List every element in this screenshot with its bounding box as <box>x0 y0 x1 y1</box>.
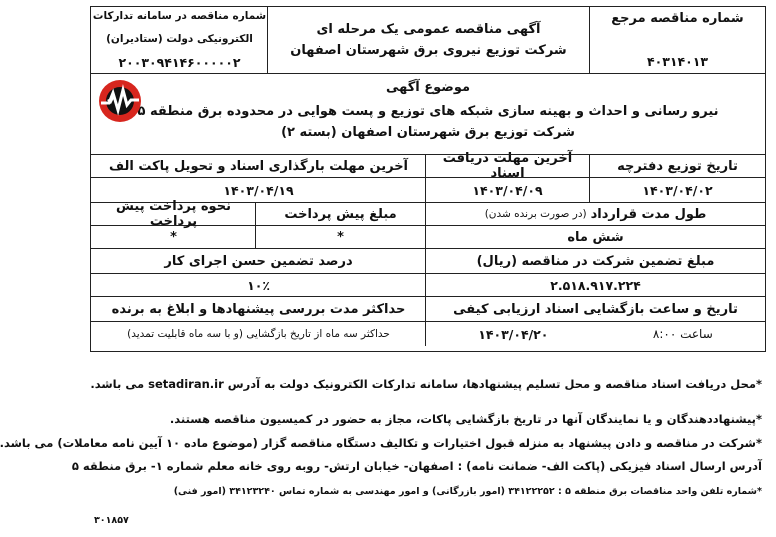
paragraph-physical-address: آدرس ارسال اسناد فیزیکی (پاکت الف- ضمانت نامه) : اصفهان- خیابان ارتش- روبه روی خانه معلم شماره ۱- برق منطقه ۵ <box>71 459 762 473</box>
receive-deadline-value: ۱۴۰۳/۰۴/۰۹ <box>425 178 589 202</box>
paragraph-setad-address: *محل دریافت اسناد مناقصه و محل تسلیم پیشنهادها، سامانه تدارکات الکترونیک دولت به آدرس setadiran.ir می باشد. <box>90 377 762 391</box>
paragraph-acceptance: *شرکت در مناقصه و دادن پیشنهاد به منزله قبول اختیارات و تکالیف دستگاه مناقصه گزار (موضوع ماده ۱۰ آیین نامه معاملات) می باشد. <box>0 436 762 450</box>
tender-notice <box>0 6 766 530</box>
reference-number: ۴۰۳۱۴۰۱۳ <box>646 54 709 69</box>
participation-guarantee-label: مبلغ تضمین شرکت در مناقصه (ریال) <box>425 249 765 273</box>
title-cell <box>267 7 589 73</box>
evaluation-label-row <box>91 297 765 322</box>
subject-line1: نیرو رسانی و احداث و بهینه سازی شبکه های توزیع و پست هوایی در محدوده برق منطقه ۵ <box>137 104 719 119</box>
company-name: شرکت توزیع نیروی برق شهرستان اصفهان <box>290 43 567 58</box>
distribution-date-label: تاریخ توزیع دفترچه <box>589 155 765 177</box>
setad-label-line1: شماره مناقصه در سامانه تدارکات <box>92 10 267 22</box>
prepayment-method-value: * <box>170 229 177 245</box>
evaluation-value-row <box>91 322 765 346</box>
prepayment-amount-label: مبلغ پیش پرداخت <box>255 203 425 225</box>
power-company-logo <box>97 78 143 124</box>
contract-duration-label: طول مدت قرارداد <box>590 206 707 222</box>
subject-label: موضوع آگهی <box>385 80 471 95</box>
contract-value-row <box>91 226 765 249</box>
paragraph-attendance: *پیشنهاددهندگان و یا نمایندگان آنها در تاریخ بازگشایی پاکات، مجاز به حضور در کمیسیون مناقصه هستند. <box>169 412 762 426</box>
contract-duration-label-cell <box>425 203 765 225</box>
opening-date: ۱۴۰۳/۰۴/۲۰ <box>478 326 549 342</box>
opening-time: ساعت ۸:۰۰ <box>652 327 713 341</box>
notice-code: ۳۰۱۸۵۷ <box>94 515 129 526</box>
subject-line2: شرکت توزیع برق شهرستان اصفهان (بسته ۲) <box>281 125 575 140</box>
prepayment-method-label: نحوه پرداخت پیش پرداخت <box>116 199 231 229</box>
guarantee-label-row <box>91 249 765 274</box>
upload-deadline-value: ۱۴۰۳/۰۴/۱۹ <box>223 182 294 198</box>
performance-guarantee-value: ۱۰٪ <box>247 277 270 293</box>
guarantee-value-row <box>91 274 765 297</box>
contract-label-row <box>91 199 765 229</box>
subject-row <box>91 74 765 155</box>
reference-cell <box>589 7 765 73</box>
participation-guarantee-value: ۲.۵۱۸.۹۱۷.۲۲۴ <box>425 274 765 296</box>
upload-deadline-label: آخرین مهلت بارگذاری اسناد و تحویل پاکت الف <box>109 158 409 174</box>
setad-label-line2: الکترونیکی دولت (ستادیران) <box>106 32 253 45</box>
contract-duration-value: شش ماه <box>425 226 765 248</box>
distribution-date-value: ۱۴۰۳/۰۴/۰۲ <box>589 178 765 202</box>
reference-label: شماره مناقصه مرجع <box>611 11 744 26</box>
dates-label-row <box>91 151 765 181</box>
opening-datetime-label: تاریخ و ساعت بازگشایی اسناد ارزیابی کیفی <box>425 297 765 321</box>
review-period-value: حداکثر سه ماه از تاریخ بازگشایی (و با سه ماه قابلیت تمدید) <box>127 328 390 340</box>
header-row <box>91 7 765 74</box>
review-period-label: حداکثر مدت بررسی پیشنهادها و ابلاغ به برنده <box>111 301 406 317</box>
notice-table <box>90 6 766 352</box>
prepayment-amount-value: * <box>255 226 425 248</box>
paragraph-phone: *شماره تلفن واحد مناقصات برق منطقه ۵ : ۳۴۱۲۲۲۵۲ (امور بازرگانی) و امور مهندسی به شماره تماس ۳۴۱۲۳۲۴۰ (امور فنی) <box>173 486 762 497</box>
contract-duration-note: (در صورت برنده شدن) <box>484 208 587 220</box>
notice-title: آگهی مناقصه عمومی یک مرحله ای <box>316 22 541 37</box>
opening-datetime-value-cell <box>425 322 765 346</box>
setad-cell <box>92 7 267 73</box>
setad-number: ۲۰۰۳۰۹۴۱۴۶۰۰۰۰۰۲ <box>118 55 241 70</box>
receive-deadline-label: آخرین مهلت دریافت اسناد <box>425 155 589 177</box>
performance-guarantee-label: درصد تضمین حسن اجرای کار <box>164 253 353 269</box>
